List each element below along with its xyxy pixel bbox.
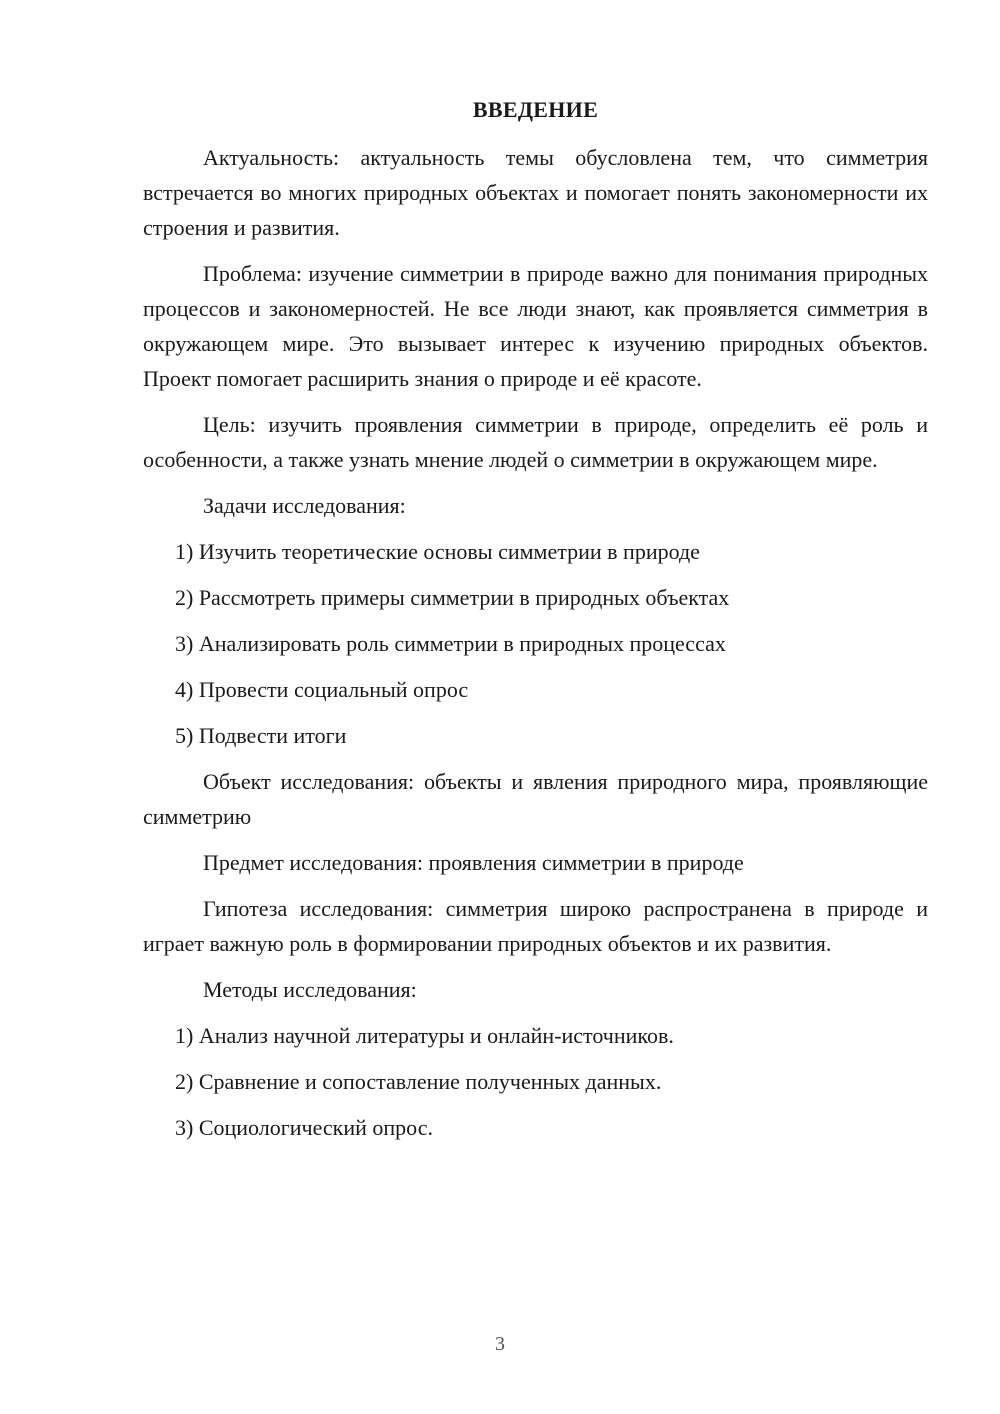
list-item: 2) Рассмотреть примеры симметрии в природных объектах	[175, 585, 730, 610]
list-item: 5) Подвести итоги	[175, 723, 347, 748]
page-number: 3	[495, 1333, 505, 1355]
subject-paragraph: Предмет исследования: проявления симметрии в природе	[203, 850, 744, 875]
goal-paragraph: Цель: изучить проявления симметрии в природе, определить её роль и особенности, а также узнать мнение людей о симметрии в окружающем мире.	[143, 412, 928, 472]
tasks-label: Задачи исследования:	[203, 493, 406, 518]
relevance-paragraph: Актуальность: актуальность темы обусловлена тем, что симметрия встречается во многих природных объектах и помогает понять закономерности их строения и развития.	[143, 145, 928, 240]
section-title: ВВЕДЕНИЕ	[472, 97, 599, 122]
methods-label: Методы исследования:	[203, 977, 417, 1002]
methods-list	[143, 1018, 928, 1145]
list-item: 1) Анализ научной литературы и онлайн-источников.	[175, 1023, 674, 1048]
list-item: 3) Анализировать роль симметрии в природных процессах	[175, 631, 726, 656]
hypothesis-paragraph: Гипотеза исследования: симметрия широко распространена в природе и играет важную роль в формировании природных объектов и их развития.	[143, 896, 928, 956]
list-item: 2) Сравнение и сопоставление полученных данных.	[175, 1069, 662, 1094]
object-paragraph: Объект исследования: объекты и явления природного мира, проявляющие симметрию	[143, 769, 928, 829]
tasks-list	[143, 534, 928, 753]
list-item: 4) Провести социальный опрос	[175, 677, 469, 702]
list-item: 3) Социологический опрос.	[175, 1115, 433, 1140]
problem-paragraph: Проблема: изучение симметрии в природе важно для понимания природных процессов и закономерностей. Не все люди знают, как проявляется симметрия в окружающем мире. Это вызывает интерес к изучению природных объектов. Проект помогает расширить знания о природе и её красоте.	[143, 261, 928, 391]
document-page	[143, 94, 928, 1156]
list-item: 1) Изучить теоретические основы симметрии в природе	[175, 539, 700, 564]
